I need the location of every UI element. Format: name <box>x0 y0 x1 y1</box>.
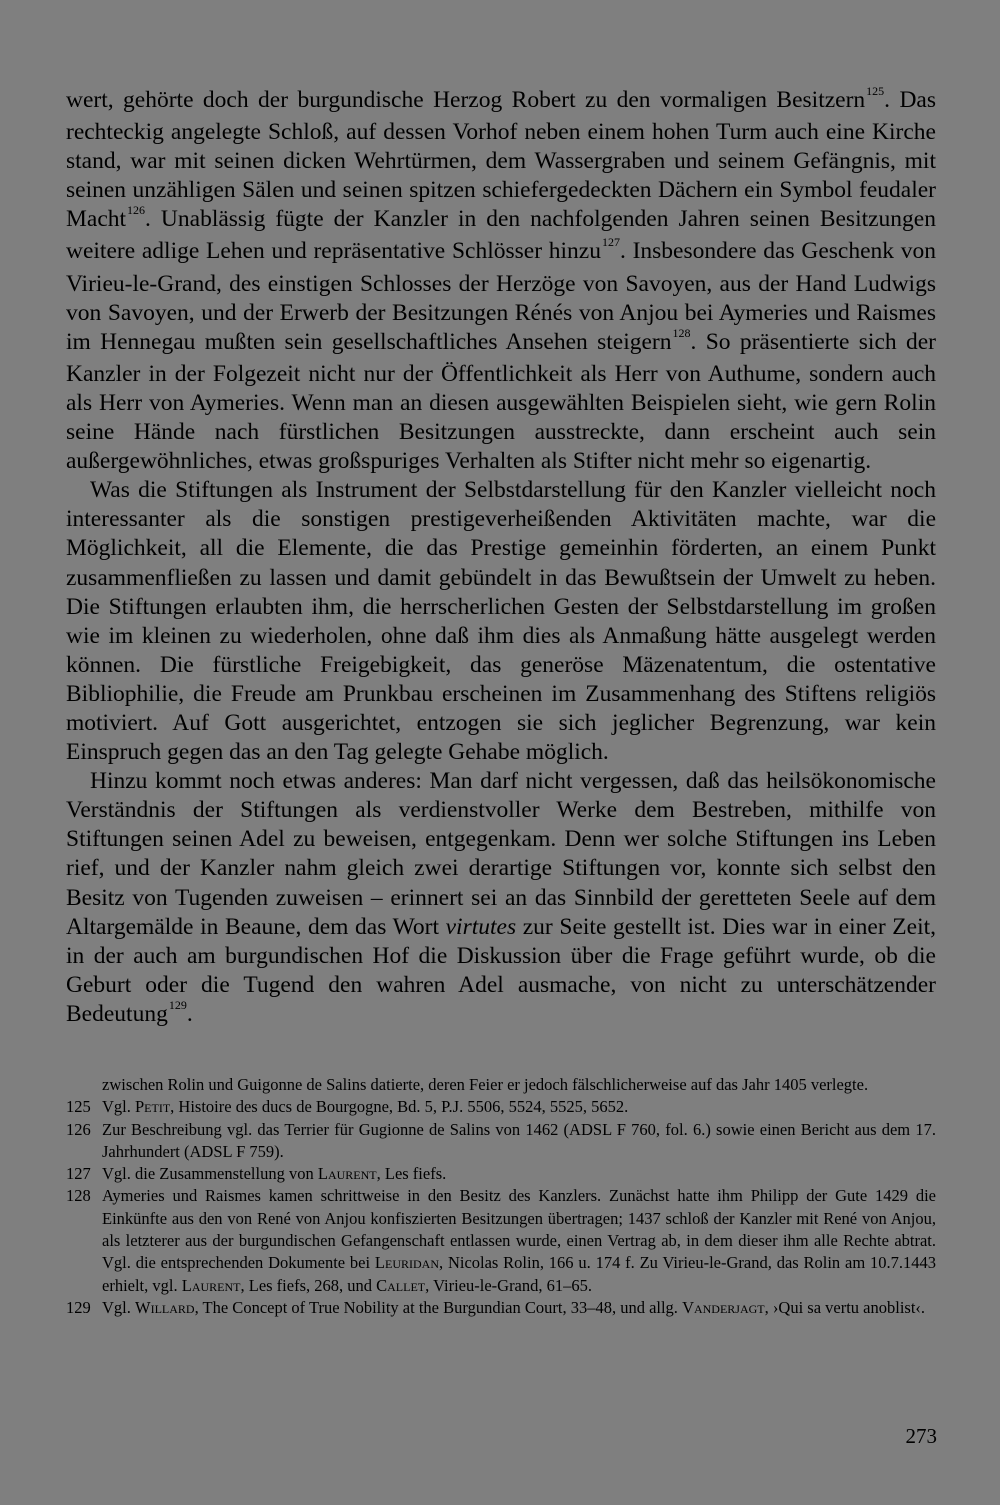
text-run: . Das rechteckig angelegte Schloß, auf dessen Vorhof neben einem hohen Turm auch eine Kirche stand, war mit seinen dicken Wehrtürmen, dem Wassergraben und seinem Gefängnis, mit seinen unzähligen Sälen und seinen spitzen schiefergedeckten Dächern ein Symbol feudaler Macht <box>66 87 936 233</box>
text-run: . Insbesondere das Geschenk von Virieu-le-Grand, des einstigen Schlosses der Herzöge von Savoyen, aus der Hand Ludwigs von Savoyen, und der Erwerb der Besitzungen Rénés von Anjou bei Aymeries und Raismes im Hennegau mußten sein gesellschaftliches Ansehen steigern <box>66 238 936 355</box>
footnotes <box>66 1074 936 1319</box>
author-name: Callet <box>376 1275 426 1295</box>
footnote-127 <box>66 1163 936 1185</box>
text-run: , Histoire des ducs de Bourgogne, Bd. 5, P.J. 5506, 5524, 5525, 5652. <box>170 1097 629 1117</box>
footnote-text: zwischen Rolin und Guigonne de Salins datierte, deren Feier er jedoch fälschlicherweise auf das Jahr 1405 verlegte. <box>102 1075 869 1094</box>
text-run: Hinzu kommt noch etwas anderes: Man darf nicht vergessen, daß das heilsökonomische Verständnis der Stiftungen als verdienstvoller Werke dem Bestreben, mithilfe von Stiftungen seinen Adel zu beweisen, entgegenkam. Denn wer solche Stiftungen ins Leben rief, und der Kanzler nahm gleich zwei derartige Stiftungen vor, konnte sich selbst den Besitz von Tugenden zuweisen – erinnert sei an das Sinnbild der geretteten Seele auf dem Altargemälde in Beaune, dem das Wort <box>66 768 936 940</box>
footnote-number: 126 <box>66 1119 91 1139</box>
text-run: , Les fiefs, 268, und <box>240 1275 377 1295</box>
text-run: . Unablässig fügte der Kanzler in den nachfolgenden Jahren seinen Besitzungen weitere adlige Lehen und repräsentative Schlösser hinzu <box>66 206 936 265</box>
book-page <box>66 84 936 1317</box>
footnote-ref-125[interactable]: 125 <box>866 84 885 98</box>
footnote-126 <box>66 1119 936 1164</box>
author-name: Vanderjagt <box>682 1297 765 1317</box>
text-run: wert, gehörte doch der burgundische Herzog Robert zu den vormaligen Besitzern <box>66 87 866 113</box>
text-run: Vgl. die Zusammenstellung von <box>102 1164 318 1184</box>
text-run: zur Seite gestellt ist. Dies war in einer Zeit, in der auch am burgundischen Hof die Diskussion über die Frage geführt wurde, ob die Geburt oder die Tugend den wahren Adel ausmache, von nicht zu unterschätzender Bedeutung <box>66 913 936 1027</box>
main-text <box>66 86 936 1032</box>
footnote-ref-128[interactable]: 128 <box>672 325 691 340</box>
footnote-text: Zur Beschreibung vgl. das Terrier für Gugionne de Salins von 1462 (ADSL F 760, fol. 6.) sowie einen Bericht aus dem 17. Jahrhundert (ADSL F 759). <box>102 1119 936 1161</box>
footnote-text <box>102 1185 936 1296</box>
text-run: Vgl. <box>102 1297 135 1317</box>
author-name: Laurent <box>317 1164 377 1184</box>
text-run: . So präsentierte sich der Kanzler in der Folgezeit nicht nur der Öffentlichkeit als Herr von Authume, sondern auch als Herr von Aymeries. Wenn man an diesen ausgewählten Beispielen sieht, wie gern Rolin seine Hände nach fürstlichen Besitzungen ausstreckte, dann erscheint auch sein außergewöhnliches, etwas großspuriges Verhalten als Stifter nicht mehr so eigenartig. <box>66 328 936 475</box>
text-run: , Les fiefs. <box>376 1164 447 1184</box>
paragraph-3 <box>66 767 936 1032</box>
footnote-number: 128 <box>66 1186 91 1206</box>
paragraph-1 <box>66 86 936 476</box>
footnote-128 <box>66 1185 936 1296</box>
footnote-ref-126[interactable]: 126 <box>127 203 146 218</box>
footnote-text <box>102 1297 936 1319</box>
paragraph-2: Was die Stiftungen als Instrument der Selbstdarstellung für den Kanzler vielleicht noch interessanter als die sonstigen prestigeverheißenden Aktivitäten machte, war die Möglichkeit, all die Elemente, die das Prestige gemeinhin förderten, an einem Punkt zusammenfließen zu lassen und damit gebündelt in das Bewußtsein der Umwelt zu heben. Die Stiftungen erlaubten ihm, die herrscherlichen Gesten der Selbstdarstellung im großen wie im kleinen zu wiederholen, ohne daß ihm dies als Anmaßung hätte ausgelegt werden können. Die fürstliche Freigebigkeit, das generöse Mäzenatentum, die ostentative Bibliophilie, die Freude am Prunkbau erscheinen im Zusammenhang des Stiftens religiös motiviert. Auf Gott ausgerichtet, entzogen sie sich jeglicher Begrenzung, war kein Einspruch gegen das an den Tag gelegte Gehabe möglich. <box>66 477 936 766</box>
author-name: Willard <box>135 1297 195 1317</box>
text-run: Aymeries und Raismes kamen schrittweise in den Besitz des Kanzlers. Zunächst hatte ihm Philipp der Gute 1429 die Einkünfte aus den von René von Anjou konfiszierten Besitzungen übertragen; 1437 schloß der Kanzler mit René von Anjou, als letzterer aus der burgundischen Gefangenschaft entlassen wurde, einen Vertrag ab, in dem dieser ihm alle Rechte abtrat. Vgl. die entsprechenden Dokumente bei <box>102 1186 936 1273</box>
footnote-ref-127[interactable]: 127 <box>601 235 620 250</box>
footnote-number: 127 <box>66 1164 91 1184</box>
text-run: , The Concept of True Nobility at the Burgundian Court, 33–48, und allg. <box>194 1297 683 1317</box>
page-number: 273 <box>905 1424 937 1448</box>
text-run: . <box>186 1000 193 1027</box>
footnote-number: 129 <box>66 1297 91 1317</box>
text-run: Vgl. <box>102 1097 135 1117</box>
author-name: Laurent <box>181 1275 241 1295</box>
footnote-text <box>102 1163 936 1185</box>
italic-term: virtutes <box>445 913 517 940</box>
author-name: Leuridan <box>374 1253 439 1273</box>
footnote-125 <box>66 1096 936 1118</box>
text-run: , Nicolas Rolin, 166 u. 174 f. Zu Virieu-le-Grand, das Rolin am 10.7.1443 erhielt, vgl. <box>102 1253 936 1295</box>
footnote-ref-129[interactable]: 129 <box>168 997 187 1012</box>
footnote-number: 125 <box>66 1097 91 1117</box>
text-run: , Virieu-le-Grand, 61–65. <box>425 1275 593 1295</box>
footnote-continuation <box>66 1074 936 1096</box>
author-name: Petit <box>135 1097 171 1117</box>
text-run: , ›Qui sa vertu anoblist‹. <box>764 1297 926 1317</box>
footnote-129 <box>66 1297 936 1319</box>
footnote-text <box>102 1096 936 1118</box>
